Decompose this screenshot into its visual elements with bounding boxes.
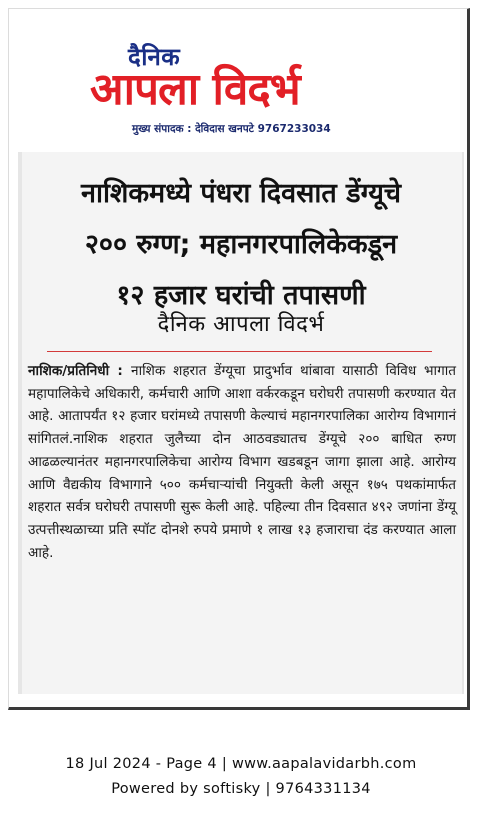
article-headline (24, 168, 458, 321)
article-byline: दैनिक आपला विदर्भ (157, 312, 325, 337)
masthead (0, 36, 482, 144)
article-body (28, 360, 456, 564)
dateline: नाशिक/प्रतिनिधी : (28, 363, 132, 379)
headline-line-1: नाशिकमध्ये पंधरा दिवसात डेंग्यूचे (80, 178, 401, 209)
footer-powered-by: Powered by softisky | 9764331134 (111, 781, 371, 797)
headline-line-2: २०० रुग्ण; महानगरपालिकेकडून (84, 229, 398, 260)
footer-date-page-website: 18 Jul 2024 - Page 4 | www.aapalavidarbh.com (65, 756, 417, 772)
masthead-small-title: दैनिक (128, 43, 181, 71)
masthead-title: आपला विदर्भ (90, 64, 300, 115)
divider-rule (47, 351, 432, 352)
headline-line-3: १२ हजार घरांची तपासणी (116, 280, 366, 311)
chief-editor-line: मुख्य संपादक : देविदास खनपटे 9767233034 (132, 123, 331, 135)
article-body-text: नाशिक शहरात डेंग्यूचा प्रादुर्भाव थांबावा यासाठी विविध भागात महापालिकेचे अधिकारी, कर्मचारी आणि आशा वर्करकडून घरोघरी तपासणी करण्यात येत आहे. आतापर्यंत १२ हजार घरांमध्ये तपासणी केल्याचं महानगरपालिका आरोग्य विभागानं सांगितलं.नाशिक शहरात जुलैच्या दोन आठवड्यातच डेंग्यूचे २०० बाधित रुग्ण आढळल्यानंतर महानगरपालिकेचा आरोग्य विभाग खडबडून जागा झाला आहे. आरोग्य आणि वैद्यकीय विभागाने ५०० कर्मचाऱ्यांची नियुक्ती केली असून १७५ पथकांमार्फत शहरात सर्वत्र घरोघरी तपासणी सुरू केली आहे. पहिल्या तीन दिवसात ४९२ जणांना डेंग्यू उत्पत्तीस्थळाच्या प्रति स्पॉट दोनशे रुपये प्रमाणे १ लाख १३ हजाराचा दंड करण्यात आला आहे. (28, 363, 456, 561)
